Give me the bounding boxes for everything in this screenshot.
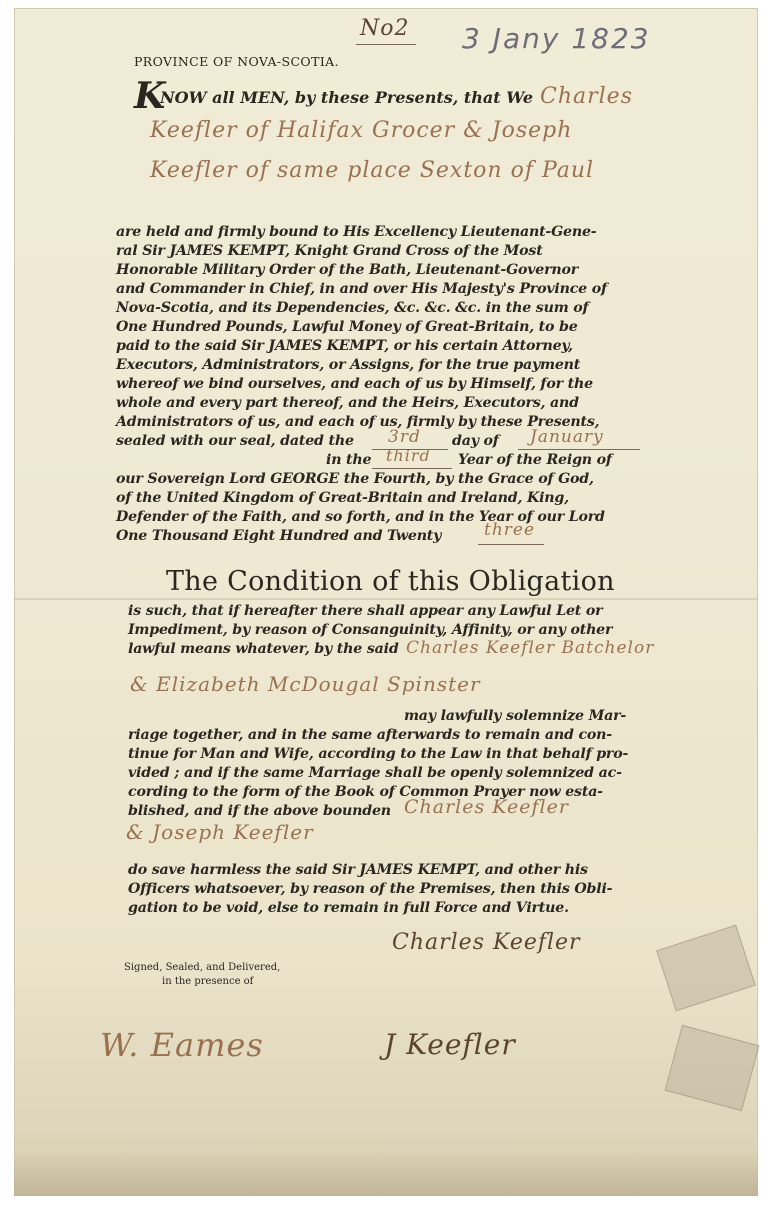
reign-printed-b: Year of the Reign of	[458, 452, 612, 468]
opening-printed: NOW all MEN, by these Presents, that We	[160, 88, 534, 107]
bond-line-7: paid to the said Sir JAMES KEMPT, or his certain Attorney,	[116, 338, 573, 354]
bond-line-10: whole and every part thereof, and the Heirs, Executors, and	[116, 395, 579, 411]
condition-heading: The Condition of this Obligation	[166, 566, 615, 597]
said-printed: lawful means whatever, by the said	[128, 641, 399, 657]
condition-line-4: riage together, and in the same afterwards to remain and con-	[128, 727, 612, 743]
witness-label-1: Signed, Sealed, and Delivered,	[124, 962, 281, 973]
condition-line-5: tinue for Man and Wife, according to the Law in that behalf pro-	[128, 746, 629, 762]
hand-line-3: & Joseph Keefler	[126, 820, 314, 844]
reign-line-3: Defender of the Faith, and so forth, and in the Year of our Lord	[116, 509, 605, 525]
year-underline	[478, 544, 544, 545]
condition-line-2: Impediment, by reason of Consanguinity, Affinity, or any other	[128, 622, 613, 638]
witness-label-2: in the presence of	[162, 976, 254, 987]
date-printed-b: day of	[452, 433, 499, 449]
bond-line-9: whereof we bind ourselves, and each of us by Himself, for the	[116, 376, 593, 392]
bond-line-8: Executors, Administrators, or Assigns, for the true payment	[116, 357, 581, 373]
condition-line-7: cording to the form of the Book of Common Prayer now esta-	[128, 784, 603, 800]
bond-line-2: ral Sir JAMES KEMPT, Knight Grand Cross of the Most	[116, 243, 543, 259]
fold-crease	[14, 598, 758, 600]
number-underline	[356, 44, 416, 45]
province-heading: PROVINCE OF NOVA-SCOTIA.	[134, 54, 339, 69]
reign-year: third	[386, 446, 431, 465]
document-number: No2	[360, 16, 410, 41]
reign-printed-a: in the	[326, 452, 372, 468]
signature-charles: Charles Keefler	[392, 930, 581, 955]
signature-joseph: J Keefler	[384, 1028, 516, 1061]
hand-line-2: & Elizabeth McDougal Spinster	[130, 672, 481, 696]
bond-line-3: Honorable Military Order of the Bath, Lieutenant-Governor	[116, 262, 579, 278]
bond-line-11: Administrators of us, and each of us, firmly by these Presents,	[116, 414, 600, 430]
year-hand: three	[484, 520, 536, 540]
condition-line-3: may lawfully solemnize Mar-	[404, 708, 627, 724]
hand-name-line-1: Charles	[540, 84, 633, 109]
hand-name-line-3: Keefler of same place Sexton of Paul	[150, 158, 595, 183]
reign-line-2: of the United Kingdom of Great-Britain and Ireland, King,	[116, 490, 569, 506]
bounden-printed: blished, and if the above bounden	[128, 803, 391, 819]
condition-line-8: do save harmless the said Sir JAMES KEMPT, and other his	[128, 862, 588, 878]
reign-year-underline	[372, 468, 452, 469]
date-month-underline	[518, 449, 640, 450]
bond-line-1: are held and firmly bound to His Excellency Lieutenant-Gene-	[116, 224, 597, 240]
date-printed-a: sealed with our seal, dated the	[116, 433, 354, 449]
said-hand: Charles Keefler Batchelor	[406, 638, 655, 658]
bounden-hand: Charles Keefler	[404, 796, 569, 818]
bond-line-4: and Commander in Chief, in and over His Majesty's Province of	[116, 281, 607, 297]
date-day: 3rd	[388, 427, 421, 447]
bond-line-5: Nova-Scotia, and its Dependencies, &c. &c. &c. in the sum of	[116, 300, 589, 316]
date-month: January	[530, 427, 604, 447]
pencil-date: 3 Jany 1823	[462, 22, 651, 55]
hand-name-line-2: Keefler of Halifax Grocer & Joseph	[150, 118, 573, 143]
signature-witness: W. Eames	[100, 1026, 264, 1064]
bond-line-6: One Hundred Pounds, Lawful Money of Great-Britain, to be	[116, 319, 578, 335]
condition-line-1: is such, that if hereafter there shall appear any Lawful Let or	[128, 603, 603, 619]
condition-line-10: gation to be void, else to remain in full Force and Virtue.	[128, 900, 569, 916]
drop-cap: K	[134, 75, 166, 117]
condition-line-9: Officers whatsoever, by reason of the Premises, then this Obli-	[128, 881, 613, 897]
reign-line-1: our Sovereign Lord GEORGE the Fourth, by the Grace of God,	[116, 471, 594, 487]
condition-line-6: vided ; and if the same Marriage shall be openly solemnized ac-	[128, 765, 622, 781]
year-printed: One Thousand Eight Hundred and Twenty	[116, 528, 442, 544]
paper-stain-band	[14, 1150, 758, 1196]
document-paper	[14, 8, 758, 1196]
